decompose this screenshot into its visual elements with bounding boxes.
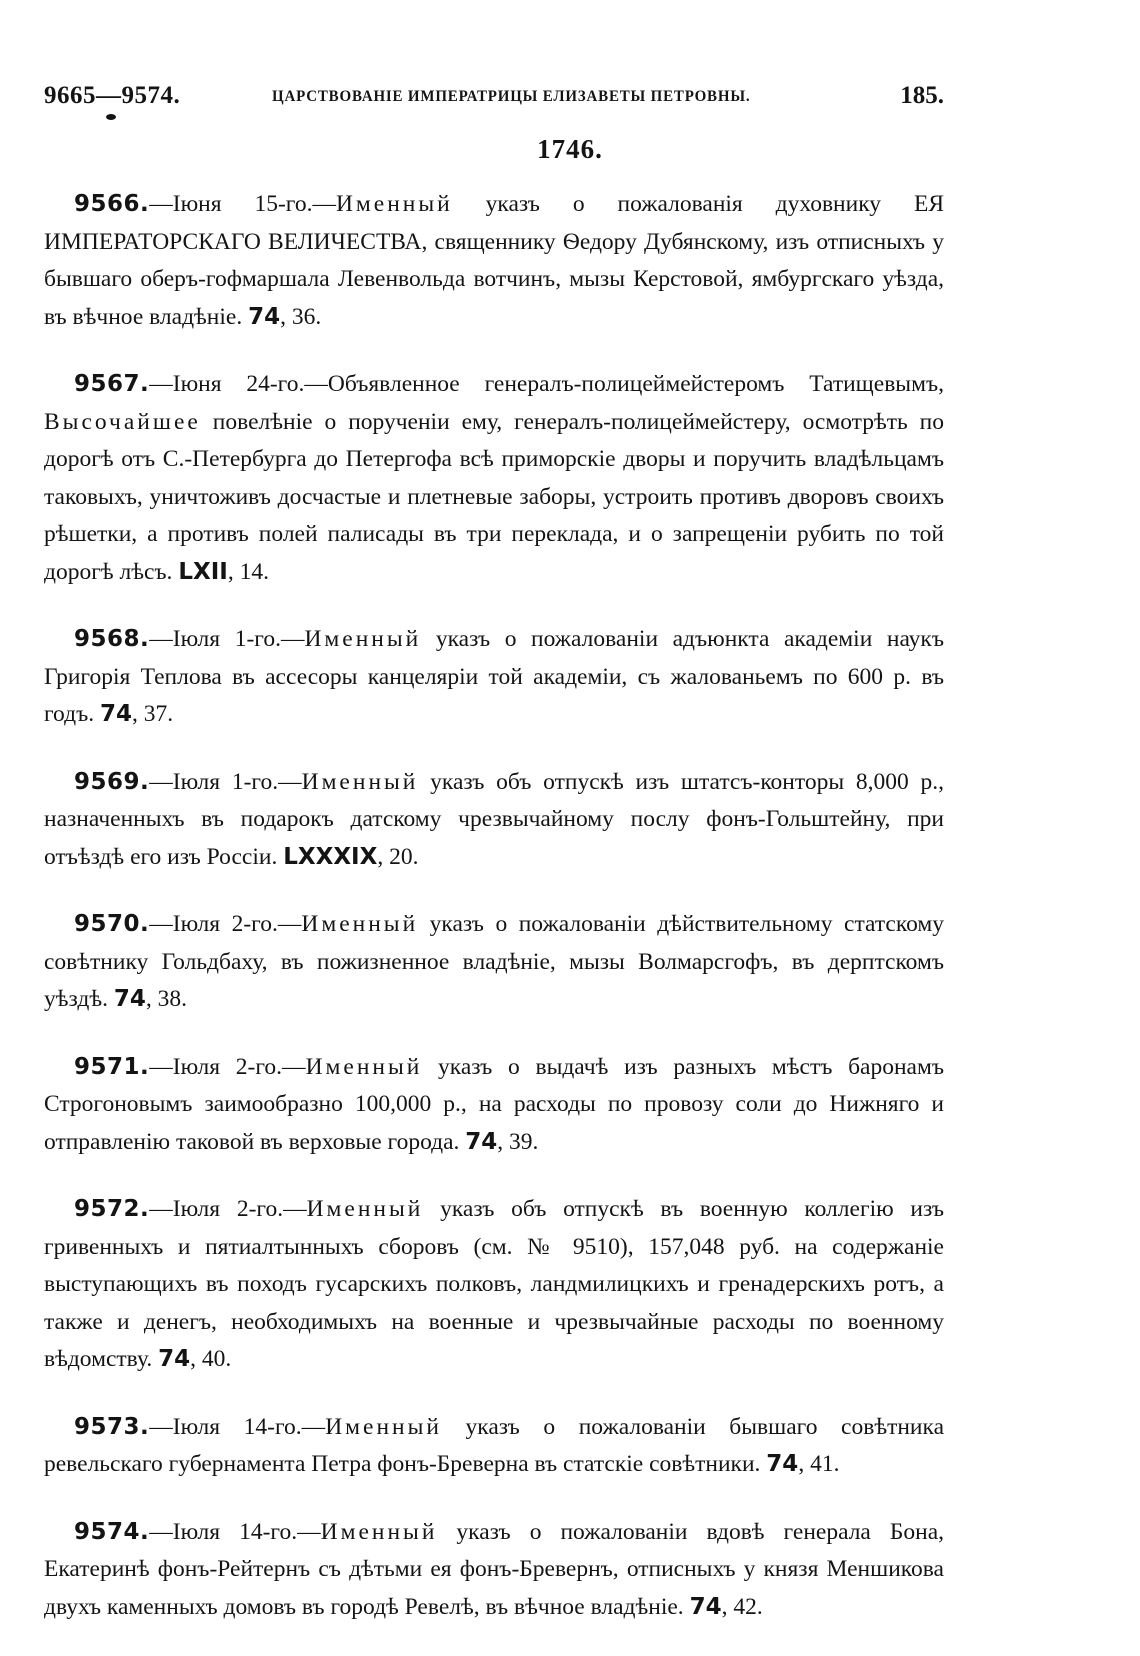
entry <box>44 764 944 877</box>
entries-list <box>44 186 944 1656</box>
entry-volume-ref: LXXXIX <box>283 843 378 870</box>
entry-date: —Іюня 24-го.— <box>149 371 328 397</box>
entry-volume-ref: 74 <box>158 1346 191 1372</box>
entry-kind: Именный <box>325 1413 442 1440</box>
entry-text: указъ о пожалованіи вдовѣ генерала Бона, Екатеринѣ фонъ-Рейтернъ съ дѣтьми ея фонъ-Бревернъ, отписныхъ у князя Меншикова двухъ каменныхъ домовъ въ городѣ Ревелѣ, въ вѣчное владѣніе. <box>44 1518 944 1620</box>
entry-number: 9572. <box>74 1196 150 1222</box>
entry-volume-ref: 74 <box>113 986 146 1012</box>
entry-volume-ref: 74 <box>100 701 133 727</box>
entry-number: 9569. <box>74 768 150 795</box>
entry-page-ref: , 14. <box>227 558 269 585</box>
entry-kind: Именный <box>335 191 453 217</box>
entry-kind: Именный <box>305 1053 423 1080</box>
entry-page-ref: , 41. <box>798 1451 840 1477</box>
entry-text: указъ объ отпускѣ изъ штатсъ-конторы 8,000 р., назначенныхъ въ подарокъ датскому чрезвычайному послу фонъ-Гольштейну, при отъѣздѣ его изъ Россіи. <box>44 768 944 870</box>
entry-text-continued: повелѣніе о порученіи ему, генералъ-полицеймейстеру, осмотрѣть по дорогѣ отъ С.-Петербурга до Петергофа всѣ приморскіе дворы и поручить владѣльцамъ таковыхъ, уничтоживъ досчастые и плетневые заборы, устроить противъ дворовъ своихъ рѣшетки, а противъ полей палисады въ три переклада, и о запрещеніи рубить по той дорогѣ лѣсъ. <box>44 408 944 585</box>
entry-volume-ref: 74 <box>766 1451 799 1477</box>
entry <box>44 906 944 1019</box>
entry-page-ref: , 42. <box>721 1593 763 1620</box>
running-header <box>44 82 944 116</box>
header-title: ЦАРСТВОВАНІЕ ИМПЕРАТРИЦЫ ЕЛИЗАВЕТЫ ПЕТРОВНЫ. <box>272 88 751 106</box>
header-entry-range: 9665—9574. <box>44 82 181 109</box>
entry-date: —Іюля 14-го.— <box>149 1518 321 1545</box>
entry-kind: Именный <box>301 911 419 937</box>
entry-kind: Именный <box>320 1518 438 1545</box>
entry-text: указъ объ отпускѣ въ военную коллегію изъ гривенныхъ и пятиалтынныхъ сборовъ (см. № 9510), 157,048 руб. на содержаніе выступающихъ въ походъ гусарскихъ полковъ, ландмилицкихъ и гренадерскихъ ротъ, а также и денегъ, необходимыхъ на военные и чрезвычайные расходы по военному вѣдомству. <box>44 1196 944 1372</box>
entry-text: указъ о пожалованіи адъюнкта академіи наукъ Григорія Теплова въ ассесоры канцеляріи той академіи, съ жалованьемъ по 600 р. въ годъ. <box>44 626 944 727</box>
printer-mark <box>106 114 116 120</box>
year-heading: 1746. <box>537 134 603 164</box>
entry-kind: Именный <box>304 626 422 652</box>
entry <box>44 366 944 591</box>
entry-number: 9567. <box>74 371 150 397</box>
entry-date: —Іюля 2-го.— <box>149 911 302 937</box>
entry-date: —Іюля 2-го.— <box>149 1196 307 1222</box>
entry-date: —Іюля 2-го.— <box>149 1053 306 1080</box>
entry-number: 9566. <box>74 191 150 217</box>
entry <box>44 186 944 336</box>
entry-page-ref: , 36. <box>280 303 322 330</box>
entry-volume-ref: 74 <box>465 1128 498 1155</box>
entry-page-ref: , 38. <box>145 986 187 1012</box>
entry-page-ref: , 20. <box>377 843 419 870</box>
entry <box>44 1191 944 1379</box>
entry-kind: Именный <box>306 1196 424 1222</box>
entry-number: 9570. <box>74 911 150 937</box>
entry-date: —Іюля 1-го.— <box>149 626 305 652</box>
entry-text: указъ о выдачѣ изъ разныхъ мѣстъ баронамъ Строгоновымъ заимообразно 100,000 р., на расходы по провозу соли до Нижняго и отправленію таковой въ верховые города. <box>44 1053 945 1155</box>
entry-text: указъ о пожалованіи бывшаго совѣтника ревельскаго губернамента Петра фонъ-Бреверна въ статскіе совѣтники. <box>44 1413 944 1477</box>
entry-date: —Іюня 15-го.— <box>149 191 336 217</box>
entry-volume-ref: LXII <box>178 558 228 585</box>
entry-text: указъ о пожалованіи дѣйствительному статскому совѣтнику Гольдбаху, въ пожизненное владѣніе, мызы Волмарсгофъ, въ дерптскомъ уѣздѣ. <box>44 911 944 1012</box>
entry <box>44 621 944 734</box>
entry-page-ref: , 39. <box>497 1128 539 1155</box>
entry <box>44 1514 944 1627</box>
entry-volume-ref: 74 <box>248 303 281 330</box>
entry <box>44 1049 944 1162</box>
entry <box>44 1409 944 1484</box>
entry-number: 9568. <box>74 626 150 652</box>
entry-kind: Именный <box>301 768 419 795</box>
entry-text: указъ о пожалованія духовнику ЕЯ ИМПЕРАТОРСКАГО ВЕЛИЧЕСТВА, священнику Ѳедору Дубянскому, изъ отписныхъ у бывшаго оберъ-гофмаршала Левенвольда вотчинъ, мызы Керстовой, ямбургскаго уѣзда, въ вѣчное владѣніе. <box>44 191 944 330</box>
entry-number: 9573. <box>74 1413 150 1440</box>
entry-volume-ref: 74 <box>689 1593 722 1620</box>
entry-page-ref: , 40. <box>190 1346 232 1372</box>
entry-date: —Іюля 14-го.— <box>149 1413 326 1440</box>
entry-text: Объявленное генералъ-полицеймейстеромъ Татищевымъ, <box>327 371 944 397</box>
entry-page-ref: , 37. <box>132 701 174 727</box>
entry-kind: Высочайшее <box>44 408 201 435</box>
entry-date: —Іюля 1-го.— <box>149 768 302 795</box>
page-number: 185. <box>900 82 944 109</box>
entry-number: 9574. <box>74 1518 150 1545</box>
entry-number: 9571. <box>74 1053 150 1080</box>
